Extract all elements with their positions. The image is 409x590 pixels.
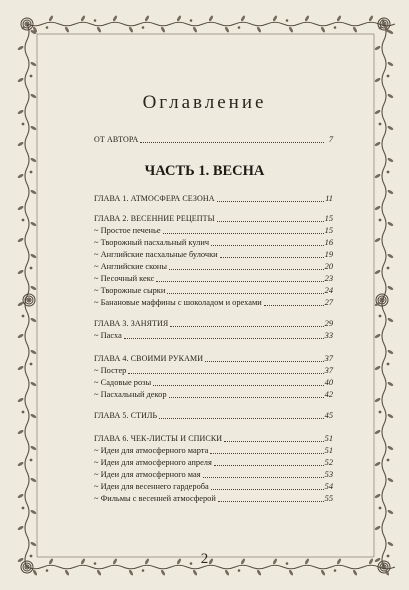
dot-leader xyxy=(159,417,323,419)
toc-entry-label: ОТ АВТОРА xyxy=(94,135,139,144)
dot-leader xyxy=(169,396,324,398)
item-page: 40 xyxy=(324,378,333,387)
dot-leader xyxy=(214,464,324,466)
page-number: 2 xyxy=(200,551,209,567)
toc-item[interactable] xyxy=(94,272,333,284)
chapter-label: ГЛАВА 2. ВЕСЕННИЕ РЕЦЕПТЫ xyxy=(94,214,215,223)
item-label: ~ Идеи для весеннего гардероба xyxy=(94,482,209,491)
chapter-label: ГЛАВА 4. СВОИМИ РУКАМИ xyxy=(94,354,204,363)
item-page: 27 xyxy=(324,298,333,307)
dot-leader xyxy=(217,220,324,222)
toc-chapter-6[interactable] xyxy=(94,432,333,444)
item-label: ~ Идеи для атмосферного апреля xyxy=(94,458,212,467)
chapter-label: ГЛАВА 1. АТМОСФЕРА СЕЗОНА xyxy=(94,194,215,203)
toc-item[interactable] xyxy=(94,329,333,341)
dot-leader xyxy=(167,292,323,294)
dot-leader xyxy=(153,384,324,386)
item-page: 55 xyxy=(324,494,333,503)
dot-leader xyxy=(124,337,324,339)
item-label: ~ Фильмы с весенней атмосферой xyxy=(94,494,216,503)
toc-item[interactable] xyxy=(94,296,333,308)
toc-item[interactable] xyxy=(94,364,333,376)
item-page: 23 xyxy=(324,274,333,283)
toc-item[interactable] xyxy=(94,224,333,236)
toc-entry-intro[interactable] xyxy=(94,133,333,145)
toc-entry-page: 7 xyxy=(328,135,333,144)
item-page: 54 xyxy=(324,482,333,491)
item-label: ~ Постер xyxy=(94,366,127,375)
dot-leader xyxy=(140,141,324,143)
toc-item[interactable] xyxy=(94,468,333,480)
dot-leader xyxy=(169,268,324,270)
toc-item[interactable] xyxy=(94,456,333,468)
toc-item[interactable] xyxy=(94,480,333,492)
item-label: ~ Английские пасхальные булочки xyxy=(94,250,218,259)
item-label: ~ Творожный пасхальный кулич xyxy=(94,238,210,247)
chapter-label: ГЛАВА 3. ЗАНЯТИЯ xyxy=(94,319,169,328)
toc-title: Оглавление xyxy=(142,92,267,113)
dot-leader xyxy=(156,280,323,282)
part-title: ЧАСТЬ 1. ВЕСНА xyxy=(144,163,265,179)
dot-leader xyxy=(210,452,323,454)
item-label: ~ Садовые розы xyxy=(94,378,152,387)
dot-leader xyxy=(218,500,324,502)
chapter-page: 15 xyxy=(324,214,333,223)
item-page: 53 xyxy=(324,470,333,479)
item-label: ~ Пасхальный декор xyxy=(94,390,167,399)
dot-leader xyxy=(211,244,324,246)
chapter-page: 29 xyxy=(324,319,333,328)
toc-item[interactable] xyxy=(94,284,333,296)
item-page: 15 xyxy=(324,226,333,235)
dot-leader xyxy=(264,304,324,306)
dot-leader xyxy=(170,325,323,327)
dot-leader xyxy=(220,256,324,258)
chapter-label: ГЛАВА 5. СТИЛЬ xyxy=(94,411,158,420)
chapter-label: ГЛАВА 6. ЧЕК-ЛИСТЫ И СПИСКИ xyxy=(94,434,223,443)
toc-chapter-4[interactable] xyxy=(94,352,333,364)
toc-item[interactable] xyxy=(94,248,333,260)
item-page: 33 xyxy=(324,331,333,340)
item-page: 51 xyxy=(324,446,333,455)
item-label: ~ Банановые маффины с шоколадом и орехами xyxy=(94,298,262,307)
item-page: 52 xyxy=(324,458,333,467)
chapter-page: 51 xyxy=(324,434,333,443)
dot-leader xyxy=(224,440,323,442)
item-label: ~ Идеи для атмосферного марта xyxy=(94,446,209,455)
toc-chapter-1[interactable] xyxy=(94,192,333,204)
item-label: ~ Пасха xyxy=(94,331,122,340)
dot-leader xyxy=(163,232,324,234)
toc-item[interactable] xyxy=(94,444,333,456)
dot-leader xyxy=(203,476,324,478)
item-page: 20 xyxy=(324,262,333,271)
dot-leader xyxy=(217,200,324,202)
item-page: 24 xyxy=(324,286,333,295)
item-page: 19 xyxy=(324,250,333,259)
item-label: ~ Творожные сырки xyxy=(94,286,166,295)
toc-chapter-2[interactable] xyxy=(94,212,333,224)
toc-item[interactable] xyxy=(94,236,333,248)
item-label: ~ Песочный кекс xyxy=(94,274,155,283)
dot-leader xyxy=(128,372,323,374)
toc-item[interactable] xyxy=(94,260,333,272)
item-page: 37 xyxy=(324,366,333,375)
toc-item[interactable] xyxy=(94,388,333,400)
item-label: ~ Идеи для атмосферного мая xyxy=(94,470,201,479)
dot-leader xyxy=(211,488,324,490)
dot-leader xyxy=(205,360,324,362)
item-label: ~ Английские сконы xyxy=(94,262,168,271)
chapter-page: 37 xyxy=(324,354,333,363)
toc-chapter-5[interactable] xyxy=(94,409,333,421)
item-label: ~ Простое печенье xyxy=(94,226,161,235)
item-page: 42 xyxy=(324,390,333,399)
item-page: 16 xyxy=(324,238,333,247)
toc-chapter-3[interactable] xyxy=(94,317,333,329)
toc-item[interactable] xyxy=(94,376,333,388)
chapter-page: 45 xyxy=(324,411,333,420)
chapter-page: 11 xyxy=(325,194,333,203)
toc-item[interactable] xyxy=(94,492,333,504)
